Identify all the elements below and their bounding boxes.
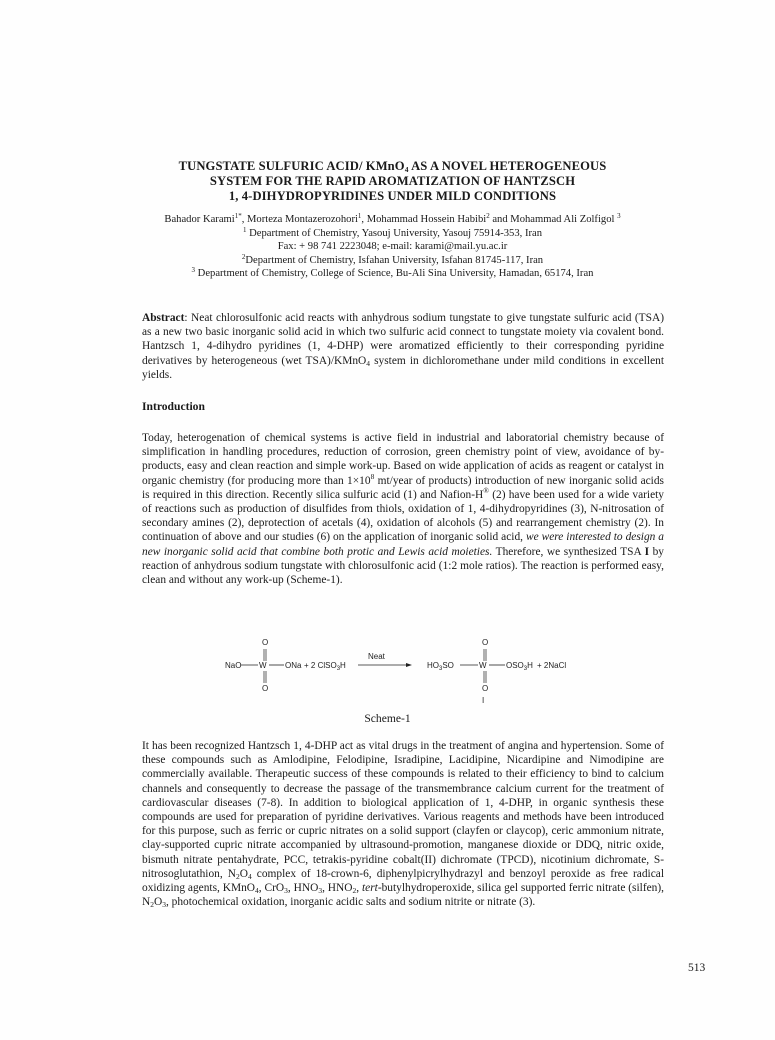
abstract-label: Abstract <box>142 312 185 324</box>
title-line-1: TUNGSTATE SULFURIC ACID/ KMnO$_4$ AS A NOVEL HETEROGENEOUS <box>178 159 607 174</box>
scheme-metal-right: W <box>479 661 487 670</box>
scheme-oxygen-bottom-left: O <box>262 684 269 693</box>
scheme-oxygen-top-right: O <box>482 638 489 647</box>
paper-title <box>100 159 685 204</box>
title-line-3: 1, 4-DIHYDROPYRIDINES UNDER MILD CONDITIONS <box>228 189 557 203</box>
affiliation-3: $^3$ Department of Chemistry, College of Science, Bu-Ali Sina University, Hamadan, 65174, Iran <box>191 266 594 280</box>
scheme-caption: Scheme-1 <box>364 712 411 725</box>
contact-line: Fax: + 98 741 2223048; e-mail: karami@mail.yu.ac.ir <box>277 241 508 253</box>
scheme-oxygen-bottom-right: O <box>482 684 489 693</box>
scheme-compound-label: I <box>482 696 485 705</box>
scheme-1-reaction <box>222 632 582 708</box>
scheme-product-left: $HO_3SO$ <box>427 661 454 672</box>
scheme-product-right: $OSO_3H$ <box>506 661 533 672</box>
abstract: Abstract: Neat chlorosulfonic acid reacts with anhydrous sodium tungstate to give tungstate sulfuric acid (TSA) as a new two basic inorganic solid acid in which two sulfuric acid connect to tungstate moiety via covalent bond. Hantzsch 1, 4-dihydro pyridines (1, 4-DHP) were aromatized efficiently to their corresponding pyridine derivatives by heterogeneous (wet TSA)/KMnO$_4$ system in dichloromethane under mild conditions in excellent yields. <box>142 312 664 381</box>
scheme-reagent: + 2 ClSO$_3$H <box>304 661 346 672</box>
scheme-metal-left: W <box>259 661 267 670</box>
author-block <box>90 213 695 281</box>
affiliation-1: $^1$ Department of Chemistry, Yasouj University, Yasouj 75914-353, Iran <box>242 225 543 239</box>
scheme-reactant-right: ONa <box>285 661 302 670</box>
scheme-condition: Neat <box>368 652 385 661</box>
introduction-paragraph-1: Today, heterogenation of chemical systems is active field in industrial and laboratorial chemistry because of simplification in handling procedures, reduction of corrosion, green chemistry point of view, avoidance of by-products, easy and clean reaction and simple work-up. Based on wide application of acids as reagent or catalyst in organic chemistry (for producing more than $1\times 10^8$ mt/year of products) introduction of new inorganic solid acids is required in this direction. Recently silica sulfuric acid (1) and Nafion-H® (2) have been used for a wide variety of reactions such as production of disulfides from thiols, oxidation of 1, 4-dihydropyridines (3), N-nitrosation of secondary amines (2), deprotection of acetals (4), oxidation of alcohols (5) and rearrangement chemistry (2). In continuation of above and our studies (6) on the application of inorganic solid acid, we were interested to design a new inorganic solid acid that combine both protic and Lewis acid moieties. Therefore, we synthesized TSA I by reaction of anhydrous sodium tungstate with chlorosulfonic acid (1:2 mole ratios). The reaction is performed easy, clean and without any work-up (Scheme-1). <box>142 432 665 587</box>
introduction-paragraph-2: It has been recognized Hantzsch 1, 4-DHP act as vital drugs in the treatment of angina and hypertension. Some of these compounds such as Amlodipine, Felodipine, Isradipine, Lacidipine, Nicardipine and Nimodipine are commercially available. Therapeutic success of these compounds is related to their efficiency to bind to calcium channels and consequently to decrease the passage of the transmembrance calcium current for the treatment of cardiovascular diseases (7-8). In addition to biological application of 1, 4-DHP, in organic synthesis these compounds are used for preparation of pyridine derivatives. Various reagents and methods have been introduced for this purpose, such as ferric or cupric nitrates on a solid support (clayfen or claycop), ceric ammonium nitrate, clay-supported cupric nitrate accompanied by ultrasound-promotion, manganese dioxide or DDQ, nitric oxide, bismuth nitrate pentahydrate, PCC, tetrakis-pyridine cobalt(II) dichromate (TPCD), nicotinium dichromate, S-nitrosoglutathion, $N_2O_4$ complex of 18-crown-6, diphenylpicrylhydrazyl and benzoyl peroxide as free radical oxidizing agents, KMnO$_4$, CrO$_3$, $HNO_3$, $HNO_2$, tert-butylhydroperoxide, silica gel supported ferric nitrate (silfen), $N_2O_3$, photochemical oxidation, inorganic acidic salts and sodium nitrite or nitrate (3). <box>142 740 665 910</box>
introduction-heading: Introduction <box>142 400 205 413</box>
scheme-reactant-left: NaO <box>225 661 242 670</box>
title-line-2: SYSTEM FOR THE RAPID AROMATIZATION OF HANTZSCH <box>209 174 576 188</box>
page-number: 513 <box>688 962 706 974</box>
scheme-byproduct: + 2NaCl <box>537 661 567 670</box>
affiliation-2: $^2$Department of Chemistry, Isfahan University, Isfahan 81745-117, Iran <box>241 252 544 266</box>
author-list: Bahador Karami$^{1*}$, Morteza Montazerozohori$^1$, Mohammad Hossein Habibi$^2$ and Mohammad Ali Zolfigol $^3$ <box>164 212 621 225</box>
scheme-oxygen-top-left: O <box>262 638 269 647</box>
scheme-arrow-head <box>406 663 412 667</box>
